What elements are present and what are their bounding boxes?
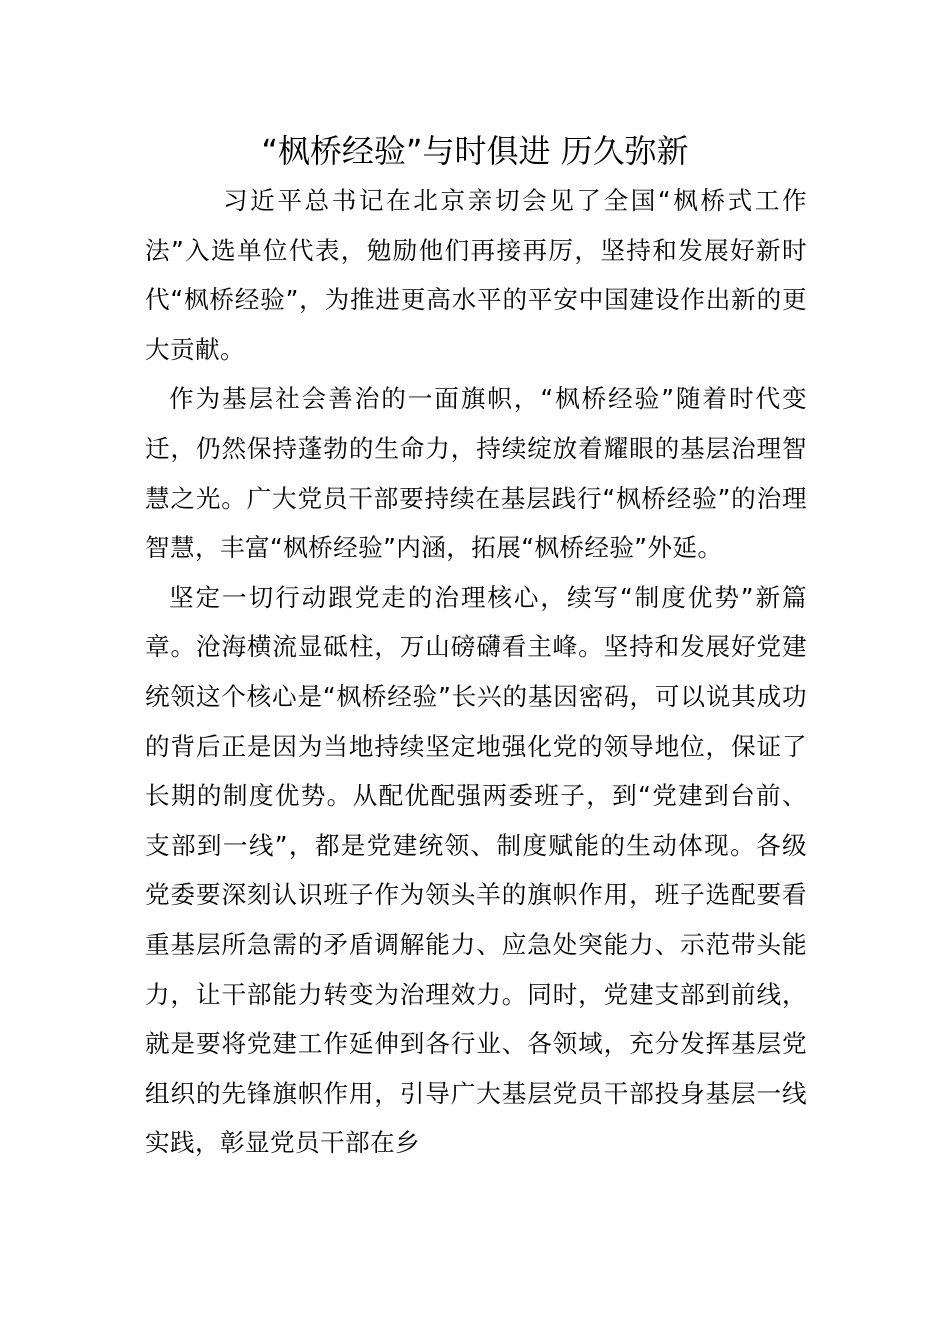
paragraph-overview: 作为基层社会善治的一面旗帜，“枫桥经验”随着时代变迁，仍然保持蓬勃的生命力，持续绽放着耀眼的基层治理智慧之光。广大党员干部要持续在基层践行“枫桥经验”的治理智慧，丰富“枫桥经验”内涵，拓展“枫桥经验”外延。: [145, 384, 807, 563]
paragraph-intro: 习近平总书记在北京亲切会见了全国“枫桥式工作法”入选单位代表，勉励他们再接再厉，坚持和发展好新时代“枫桥经验”，为推进更高水平的平安中国建设作出新的更大贡献。: [145, 186, 807, 364]
paragraph-party-leadership: 坚定一切行动跟党走的治理核心，续写“制度优势”新篇章。沧海横流显砥柱，万山磅礴看主峰。坚持和发展好党建统领这个核心是“枫桥经验”长兴的基因密码，可以说其成功的背后正是因为当地持续坚定地强化党的领导地位，保证了长期的制度优势。从配优配强两委班子，到“党建到台前、支部到一线”，都是党建统领、制度赋能的生动体现。各级党委要深刻认识班子作为领头羊的旗帜作用，班子选配要看重基层所急需的矛盾调解能力、应急处突能力、示范带头能力，让干部能力转变为治理效力。同时，党建支部到前线，就是要将党建工作延伸到各行业、各领域，充分发挥基层党组织的先锋旗帜作用，引导广大基层党员干部投身基层一线实践，彰显党员干部在乡: [145, 582, 807, 1158]
document-body: [145, 176, 807, 1168]
document-title: “枫桥经验”与时俱进 历久弥新: [261, 132, 689, 170]
